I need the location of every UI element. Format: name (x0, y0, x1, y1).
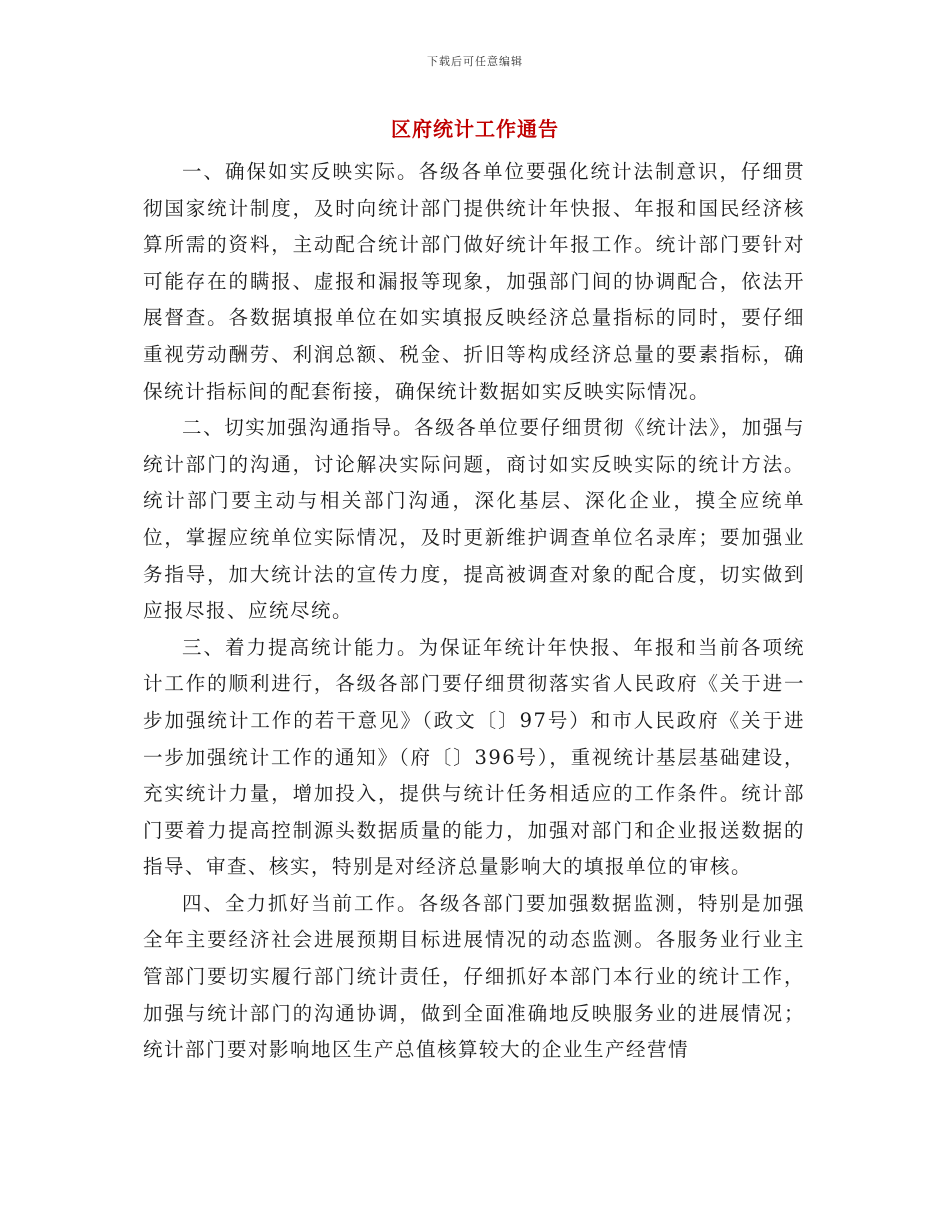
paragraph-4: 四、全力抓好当前工作。各级各部门要加强数据监测，特别是加强全年主要经济社会进展预期目标进展情况的动态监测。各服务业行业主管部门要切实履行部门统计责任，仔细抓好本部门本行业的统计工作，加强与统计部门的沟通协调，做到全面准确地反映服务业的进展情况；统计部门要对影响地区生产总值核算较大的企业生产经营情 (143, 891, 805, 1062)
paragraph-2: 二、切实加强沟通指导。各级各单位要仔细贯彻《统计法》，加强与统计部门的沟通，讨论解决实际问题，商讨如实反映实际的统计方法。统计部门要主动与相关部门沟通，深化基层、深化企业，摸全应统单位，掌握应统单位实际情况，及时更新维护调查单位名录库；要加强业务指导，加大统计法的宣传力度，提高被调查对象的配合度，切实做到应报尽报、应统尽统。 (143, 416, 805, 623)
document-title: 区府统计工作通告 (391, 117, 559, 141)
document-body (143, 154, 805, 1069)
paragraph-1: 一、确保如实反映实际。各级各单位要强化统计法制意识，仔细贯彻国家统计制度，及时向统计部门提供统计年快报、年报和国民经济核算所需的资料，主动配合统计部门做好统计年报工作。统计部门要针对可能存在的瞒报、虚报和漏报等现象，加强部门间的协调配合，依法开展督查。各数据填报单位在如实填报反映经济总量指标的同时，要仔细重视劳动酬劳、利润总额、税金、折旧等构成经济总量的要素指标，确保统计指标间的配套衔接，确保统计数据如实反映实际情况。 (143, 160, 805, 403)
header-note: 下载后可任意编辑 (427, 55, 523, 68)
paragraph-3: 三、着力提高统计能力。为保证年统计年快报、年报和当前各项统计工作的顺利进行，各级各部门要仔细贯彻落实省人民政府《关于进一步加强统计工作的若干意见》（政文〔〕97号）和市人民政府《关于进一步加强统计工作的通知》（府〔〕396号），重视统计基层基础建设，充实统计力量，增加投入，提供与统计任务相适应的工作条件。统计部门要着力提高控制源头数据质量的能力，加强对部门和企业报送数据的指导、审查、核实，特别是对经济总量影响大的填报单位的审核。 (143, 635, 805, 879)
